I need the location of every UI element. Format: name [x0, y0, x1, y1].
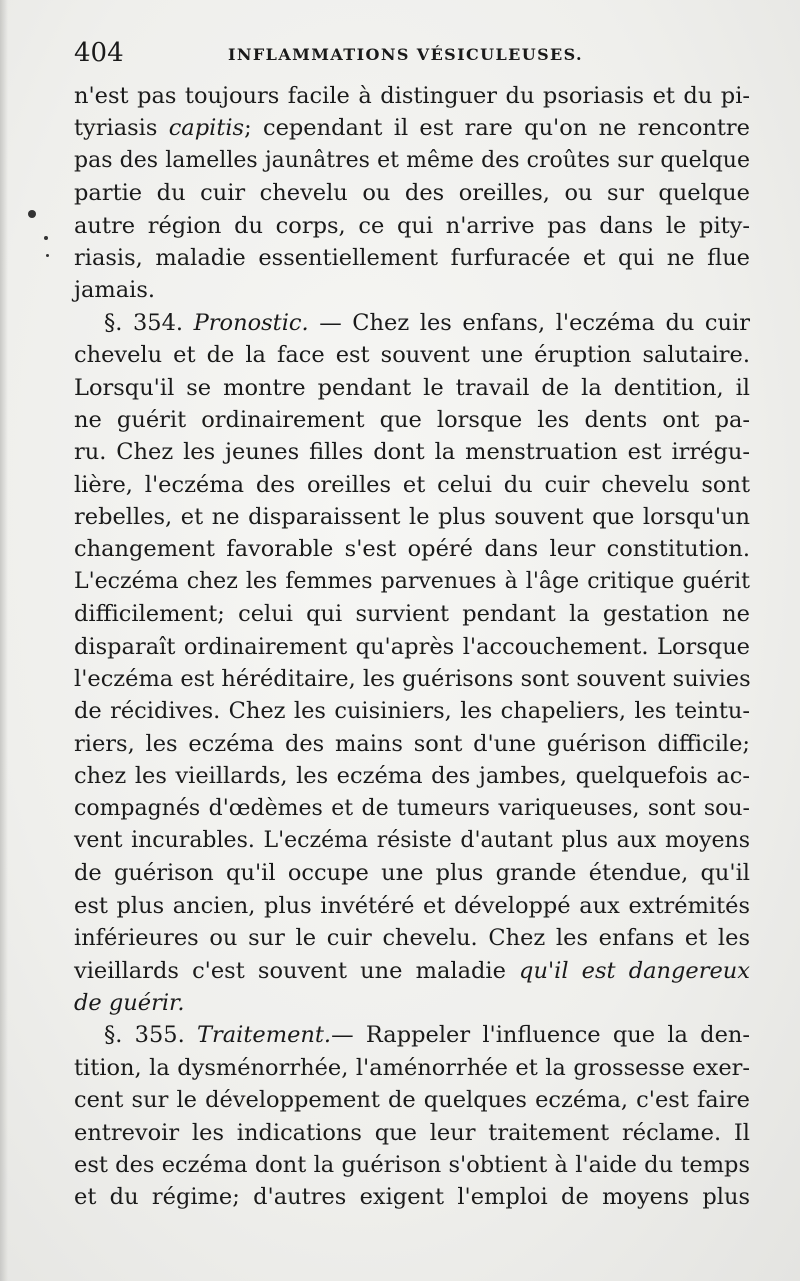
text-line: inférieures ou sur le cuir chevelu. Chez les enfans et les — [74, 925, 750, 952]
text-run: vieillards c'est souvent une maladie — [74, 957, 520, 984]
section-heading-line — [74, 1019, 750, 1051]
section-heading-line — [74, 307, 750, 339]
text-line: Lorsqu'il se montre pendant le travail de la dentition, il — [74, 374, 750, 401]
text-line: jamais. — [74, 277, 156, 304]
text-line: changement favorable s'est opéré dans leur constitution. — [74, 536, 750, 563]
text-line: riers, les eczéma des mains sont d'une guérison difficile; — [74, 730, 750, 757]
text-line: ru. Chez les jeunes filles dont la menstruation est irrégu- — [74, 439, 750, 466]
text-run: — Rappeler l'influence que la den- — [331, 1022, 750, 1049]
text-line: l'eczéma est héréditaire, les guérisons sont souvent suivies — [74, 666, 751, 693]
text-line: est plus ancien, plus invétéré et développé aux extrémités — [74, 892, 750, 919]
ink-speck — [28, 210, 36, 218]
text-run: tyriasis — [74, 115, 169, 142]
section-title: Pronostic. — [193, 309, 309, 336]
page-number: 404 — [74, 38, 124, 68]
text-line: et du régime; d'autres exigent l'emploi de moyens plus — [74, 1184, 750, 1211]
text-line: entrevoir les indications que leur traitement réclame. Il — [74, 1119, 750, 1146]
text-line: de guérir. — [74, 989, 185, 1016]
text-line: tition, la dysménorrhée, l'aménorrhée et la grossesse exer- — [74, 1054, 750, 1081]
text-line: compagnés d'œdèmes et de tumeurs variqueuses, sont sou- — [74, 795, 750, 821]
text-line — [74, 112, 750, 144]
text-line: de récidives. Chez les cuisiniers, les chapeliers, les teintu- — [74, 698, 750, 725]
text-line: est des eczéma dont la guérison s'obtient à l'aide du temps — [74, 1151, 750, 1178]
page-edge-shadow — [0, 0, 8, 1281]
text-line: vent incurables. L'eczéma résiste d'autant plus aux moyens — [74, 827, 750, 853]
text-line: autre région du corps, ce qui n'arrive pas dans le pity- — [74, 212, 750, 239]
text-line: de guérison qu'il occupe une plus grande étendue, qu'il — [74, 860, 750, 887]
section-title: Traitement. — [197, 1022, 332, 1049]
ink-speck — [46, 254, 49, 257]
ink-speck — [44, 236, 48, 240]
text-line: L'eczéma chez les femmes parvenues à l'âge critique guérit — [74, 568, 750, 594]
text-line: ne guérit ordinairement que lorsque les dents ont pa- — [74, 406, 750, 433]
running-head: INFLAMMATIONS VÉSICULEUSES. — [228, 45, 584, 64]
text-line — [74, 955, 750, 987]
italic-phrase: qu'il est dangereux — [519, 957, 750, 984]
text-line: partie du cuir chevelu ou des oreilles, ou sur quelque — [74, 180, 750, 207]
body-text — [74, 80, 750, 1214]
text-line: rebelles, et ne disparaissent le plus souvent que lorsqu'un — [74, 504, 750, 531]
text-run: — Chez les enfans, l'eczéma du cuir — [308, 309, 750, 336]
text-line: n'est pas toujours facile à distinguer du psoriasis et du pi- — [74, 83, 750, 109]
section-number: §. 355. — [104, 1022, 197, 1049]
page-header — [74, 38, 750, 68]
text-line: lière, l'eczéma des oreilles et celui du cuir chevelu sont — [74, 471, 750, 498]
text-run: ; cependant il est rare qu'on ne rencontre — [244, 115, 750, 142]
text-line: riasis, maladie essentiellement furfuracée et qui ne flue — [74, 244, 750, 271]
text-line: disparaît ordinairement qu'après l'accouchement. Lorsque — [74, 633, 750, 660]
text-line: chevelu et de la face est souvent une éruption salutaire. — [74, 342, 750, 369]
italic-term: capitis — [168, 115, 245, 142]
section-number: §. 354. — [104, 309, 194, 336]
text-line: chez les vieillards, les eczéma des jambes, quelquefois ac- — [74, 763, 750, 790]
text-line: pas des lamelles jaunâtres et même des croûtes sur quelque — [74, 147, 750, 173]
text-line: cent sur le développement de quelques eczéma, c'est faire — [74, 1087, 750, 1114]
text-line: difficilement; celui qui survient pendant la gestation ne — [74, 601, 750, 628]
